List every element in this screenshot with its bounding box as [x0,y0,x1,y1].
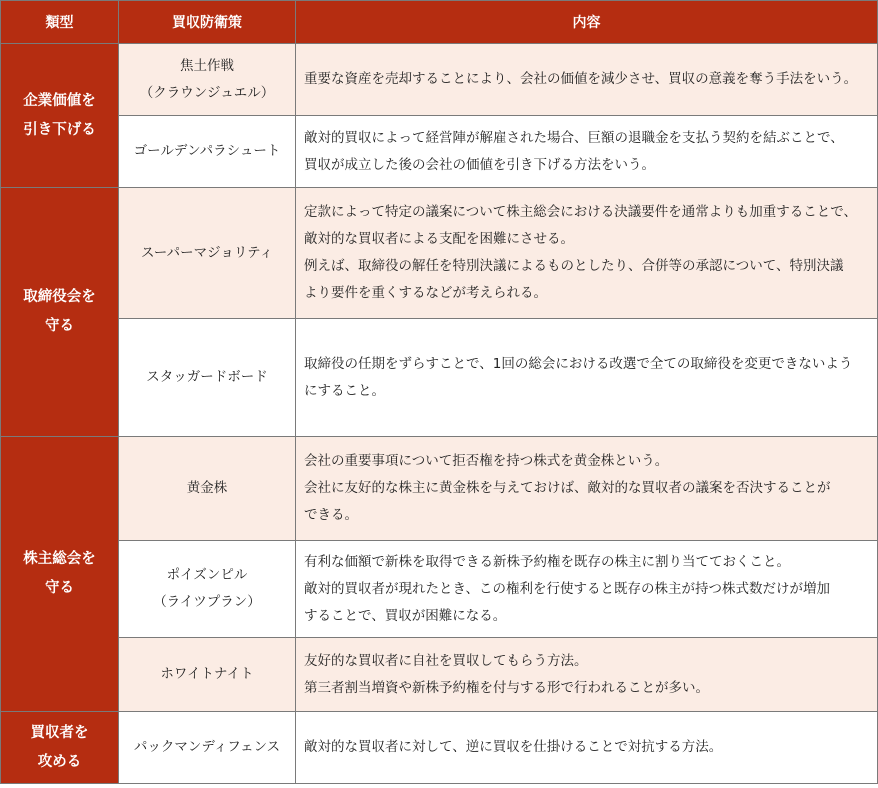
description-line: 例えば、取締役の解任を特別決議によるものとしたり、合併等の承認について、特別決議 [304,258,844,274]
method-cell [119,712,296,784]
table-row [1,638,878,712]
header-defense-method: 買収防衛策 [119,1,296,44]
category-cell [1,44,119,188]
table-row [1,188,878,319]
description-line: にすること。 [304,382,385,399]
category-label: 守る [45,318,74,334]
table-row [1,319,878,437]
table-row [1,712,878,784]
category-label: 守る [45,580,74,596]
header-row [1,1,878,44]
description-line: することで、買収が困難になる。 [304,607,507,624]
description-cell [296,541,878,638]
table-row [1,437,878,541]
description-line: 定款によって特定の議案について株主総会における決議要件を通常よりも加重することで、 [304,204,857,220]
method-label: パックマンディフェンス [133,739,281,755]
category-cell [1,712,119,784]
description-line: 敵対的な買収者に対して、逆に買収を仕掛けることで対抗する方法。 [304,739,723,755]
table-row [1,541,878,638]
description-line: 買収が成立した後の会社の価値を引き下げる方法をいう。 [304,156,655,173]
description-line: 会社に友好的な株主に黄金株を与えておけば、敵対的な買収者の議案を否決することが [304,480,831,496]
category-cell [1,437,119,712]
description-cell [296,44,878,116]
method-cell [119,319,296,437]
table-row [1,116,878,188]
header-content: 内容 [296,1,878,44]
category-label: 取締役会を [23,289,96,305]
method-cell [119,188,296,319]
description-line: 敵対的な買収者による支配を困難にさせる。 [304,231,574,247]
method-label: ゴールデンパラシュート [133,143,281,159]
description-cell [296,638,878,712]
description-cell [296,116,878,188]
method-label: 黄金株 [186,480,228,496]
method-label: （ライツプラン） [153,594,261,610]
description-cell [296,437,878,541]
category-label: 企業価値を [23,92,96,109]
header-type: 類型 [1,1,119,44]
category-label: 攻める [37,753,82,770]
method-cell [119,44,296,116]
description-cell [296,319,878,437]
category-label: 株主総会を [23,551,96,567]
method-cell [119,116,296,188]
category-label: 引き下げる [23,121,96,138]
description-line: 友好的な買収者に自社を買収してもらう方法。 [304,652,588,669]
method-label: スーパーマジョリティ [140,244,274,261]
description-cell [296,188,878,319]
category-label: 買収者を [30,724,89,741]
method-cell [119,437,296,541]
method-label: スタッガードボード [146,369,268,385]
method-cell [119,541,296,638]
description-line: 有利な価額で新株を取得できる新株予約権を既存の株主に割り当てておくこと。 [304,553,790,570]
description-line: 第三者割当増資や新株予約権を付与する形で行われることが多い。 [304,679,709,696]
category-cell [1,188,119,437]
description-cell [296,712,878,784]
description-line: 取締役の任期をずらすことで、1回の総会における改選で全ての取締役を変更できないよう [304,355,853,372]
method-label: ポイズンピル [166,567,248,583]
description-line: 会社の重要事項について拒否権を持つ株式を黄金株という。 [304,453,669,469]
description-line: できる。 [304,507,358,523]
description-line: より要件を重くするなどが考えられる。 [304,285,547,301]
description-line: 重要な資産を売却することにより、会社の価値を減少させ、買収の意義を奪う手法をいう。 [304,71,858,87]
table-row [1,44,878,116]
method-label: ホワイトナイト [160,666,254,682]
method-cell [119,638,296,712]
description-line: 敵対的買収者が現れたとき、この権利を行使すると既存の株主が持つ株式数だけが増加 [304,580,830,597]
method-label: （クラウンジュエル） [139,84,275,101]
description-line: 敵対的買収によって経営陣が解雇された場合、巨額の退職金を支払う契約を結ぶことで、 [304,129,844,146]
method-label: 焦土作戦 [180,57,234,74]
